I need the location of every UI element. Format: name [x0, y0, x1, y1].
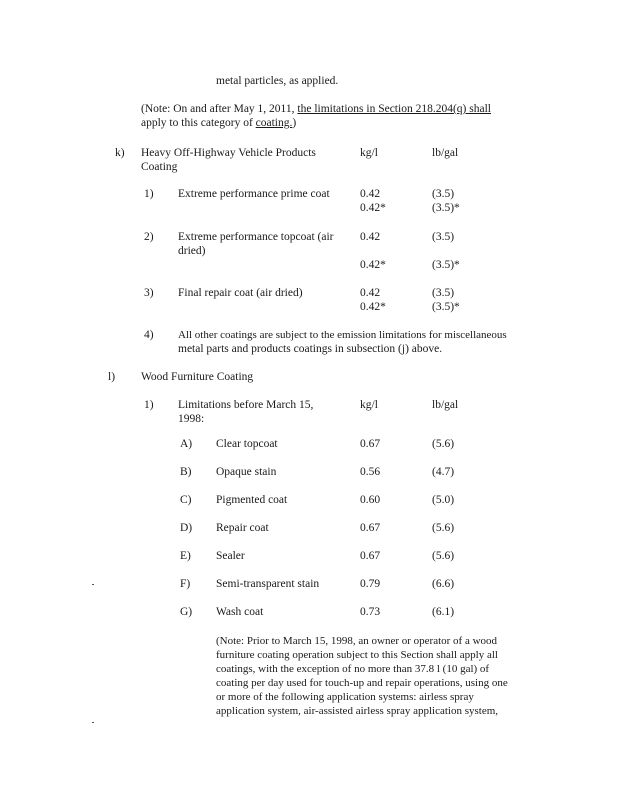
k-item-2-label: Extreme performance topcoat (air dried) [178, 231, 334, 257]
l-row-g-letter: G) [180, 606, 193, 618]
k-item-2-kg: 0.42 [360, 231, 381, 243]
k-item-2-lb-alt: (3.5)* [432, 259, 460, 271]
k-item-4-num: 4) [144, 329, 154, 341]
l-sub1-line1: Limitations before March 15, [178, 399, 314, 411]
l-row-c-lb: (5.0) [432, 494, 455, 506]
k-item-2-lb: (3.5) [432, 231, 455, 243]
note-top-line2-prefix: apply to this category of [141, 117, 256, 129]
l-row-a-letter: A) [180, 438, 193, 450]
intro-line: metal particles, as applied. [216, 75, 339, 87]
l-note-line-2: furniture coating operation subject to this Section shall apply all [216, 649, 498, 661]
note-top-prefix: (Note: On and after May 1, 2011, [141, 103, 298, 115]
l-row-g-kg: 0.73 [360, 606, 381, 618]
l-row-b-label: Opaque stain [216, 466, 277, 478]
note-top-link-coating[interactable]: coating. [255, 117, 293, 129]
l-row-c-kg: 0.60 [360, 494, 381, 506]
section-l-unit-lb: lb/gal [432, 399, 459, 411]
note-top-line2 [141, 116, 296, 130]
section-k-title-line1: Heavy Off-Highway Vehicle Products [141, 147, 316, 159]
l-row-d-kg: 0.67 [360, 522, 381, 534]
l-row-f-label: Semi-transparent stain [216, 578, 320, 590]
l-row-c-letter: C) [180, 494, 192, 506]
l-sub1-line2: 1998: [178, 413, 205, 425]
k-item-4-line2: metal parts and products coatings in subsection (j) above. [178, 343, 443, 355]
l-note-line-4: coating per day used for touch-up and repair operations, using one [216, 677, 508, 689]
k-item-3-num: 3) [144, 287, 154, 299]
scan-speck [92, 722, 94, 723]
k-item-1-kg: 0.42 [360, 188, 381, 200]
l-row-e-lb: (5.6) [432, 550, 455, 562]
section-k-marker: k) [115, 147, 125, 159]
l-row-g-label: Wash coat [216, 606, 264, 618]
k-item-1-label: Extreme performance prime coat [178, 188, 330, 200]
section-l-marker: l) [108, 371, 116, 383]
k-item-1-kg-alt: 0.42* [360, 202, 386, 214]
l-note-line-6: application system, air-assisted airless spray application system, [216, 705, 499, 717]
k-item-2-num: 2) [144, 231, 154, 243]
l-row-a-label: Clear topcoat [216, 438, 278, 450]
l-row-f-letter: F) [180, 578, 191, 590]
k-item-1-lb-alt: (3.5)* [432, 202, 460, 214]
note-top-link-section[interactable]: the limitations in Section 218.204(q) shall [297, 103, 491, 115]
section-k-unit-lb: lb/gal [432, 147, 459, 159]
l-row-b-lb: (4.7) [432, 466, 455, 478]
k-item-3-label: Final repair coat (air dried) [178, 287, 303, 299]
k-item-1-num: 1) [144, 188, 154, 200]
l-note-line-3: coatings, with the exception of no more than 37.8 l (10 gal) of [216, 663, 490, 675]
l-row-f-kg: 0.79 [360, 578, 381, 590]
l-sub1-num: 1) [144, 399, 154, 411]
l-row-b-letter: B) [180, 466, 192, 478]
section-k-title-line2: Coating [141, 161, 178, 173]
l-row-e-letter: E) [180, 550, 191, 562]
l-row-d-label: Repair coat [216, 522, 269, 534]
k-item-3-kg-alt: 0.42* [360, 301, 386, 313]
k-item-3-lb: (3.5) [432, 287, 455, 299]
l-row-a-lb: (5.6) [432, 438, 455, 450]
l-row-d-lb: (5.6) [432, 522, 455, 534]
note-top-close: ) [292, 117, 297, 129]
l-row-f-lb: (6.6) [432, 578, 455, 590]
section-l-title: Wood Furniture Coating [141, 371, 254, 383]
section-l-unit-kg: kg/l [360, 399, 378, 411]
l-row-d-letter: D) [180, 522, 193, 534]
l-row-e-kg: 0.67 [360, 550, 381, 562]
section-k-unit-kg: kg/l [360, 147, 378, 159]
l-row-b-kg: 0.56 [360, 466, 381, 478]
l-row-c-label: Pigmented coat [216, 494, 288, 506]
k-item-3-lb-alt: (3.5)* [432, 301, 460, 313]
k-item-4-line1: All other coatings are subject to the emission limitations for miscellaneous [178, 329, 507, 341]
k-item-3-kg: 0.42 [360, 287, 381, 299]
l-row-g-lb: (6.1) [432, 606, 455, 618]
l-row-a-kg: 0.67 [360, 438, 381, 450]
k-item-1-lb: (3.5) [432, 188, 455, 200]
note-top-line1 [141, 102, 491, 116]
l-note-line-5: or more of the following application systems: airless spray [216, 691, 474, 703]
l-row-e-label: Sealer [216, 550, 245, 562]
l-note-line-1: (Note: Prior to March 15, 1998, an owner or operator of a wood [216, 635, 498, 647]
k-item-2-kg-alt: 0.42* [360, 259, 386, 271]
scan-speck [92, 584, 94, 585]
